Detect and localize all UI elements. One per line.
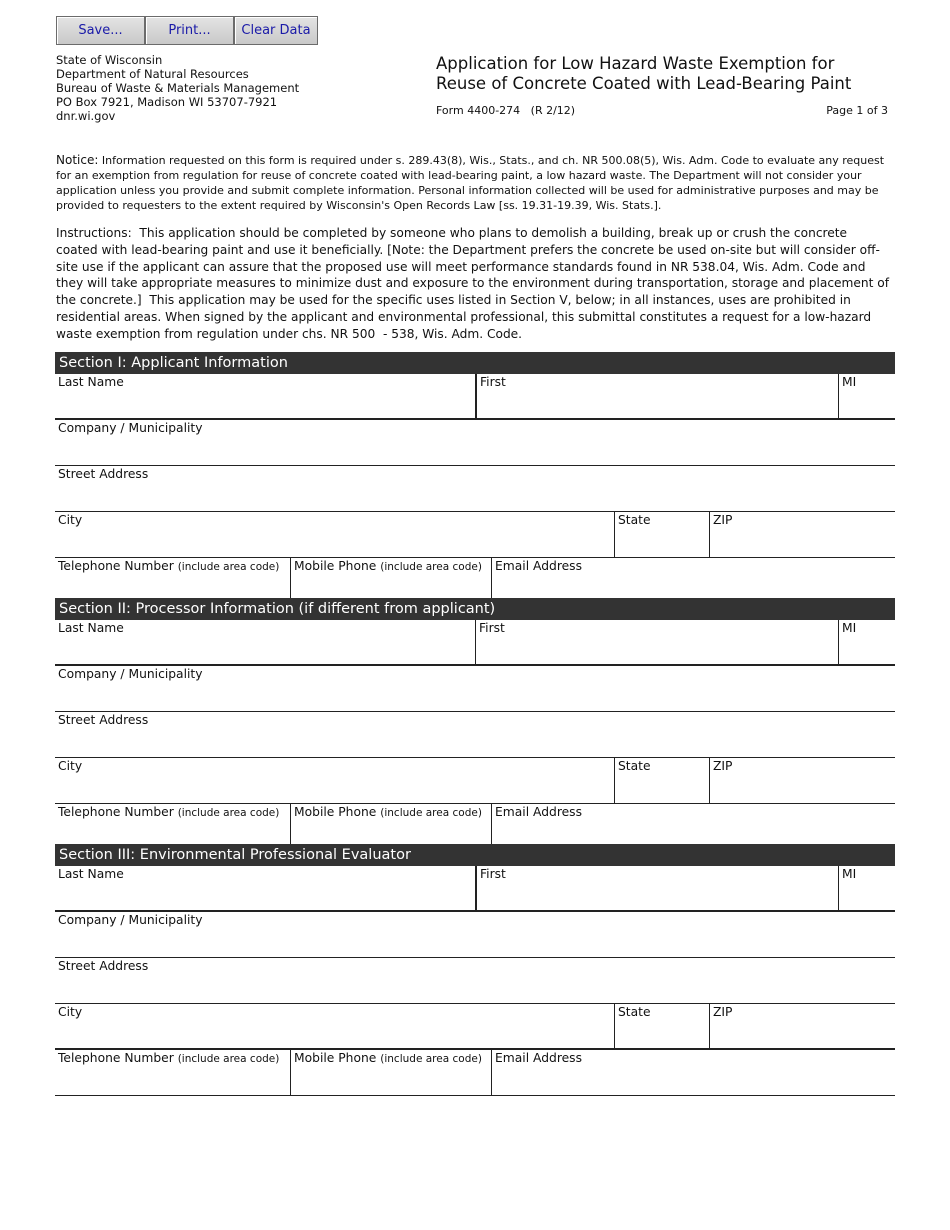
form-number: Form 4400-274 (R 2/12): [436, 104, 576, 117]
notice-paragraph: [56, 153, 892, 214]
clear-data-button[interactable]: Clear Data: [234, 16, 318, 45]
company-cell: [55, 666, 895, 711]
street-cell: [55, 712, 895, 757]
applicant-first-name-input[interactable]: [479, 392, 836, 416]
mobile-label-text: Mobile Phone: [294, 1051, 377, 1065]
mobile-label-text: Mobile Phone: [294, 805, 377, 819]
section-evaluator: [55, 844, 895, 1096]
area-code-note: (include area code): [380, 561, 482, 573]
evaluator-state-input[interactable]: [617, 1022, 707, 1046]
agency-line: Department of Natural Resources: [56, 67, 249, 81]
applicant-zip-input[interactable]: [712, 530, 893, 555]
state-label: State: [618, 513, 651, 527]
form-title-line: Application for Low Hazard Waste Exemption for: [436, 54, 835, 73]
street-cell: [55, 466, 895, 511]
area-code-note: (include area code): [380, 1053, 482, 1065]
telephone-label-text: Telephone Number: [58, 1051, 174, 1065]
processor-last-name-input[interactable]: [57, 638, 473, 662]
telephone-label-text: Telephone Number: [58, 559, 174, 573]
instructions-label: Instructions:: [56, 226, 132, 240]
applicant-last-name-input[interactable]: [57, 392, 473, 416]
city-cell: [55, 1004, 614, 1048]
applicant-company-input[interactable]: [57, 438, 893, 463]
processor-first-name-input[interactable]: [478, 638, 836, 662]
email-label: Email Address: [495, 559, 582, 573]
area-code-note: (include area code): [177, 1053, 280, 1065]
city-label: City: [58, 513, 83, 527]
section-header: Section I: Applicant Information: [55, 352, 895, 374]
form-toolbar: [56, 16, 318, 45]
last-name-cell: [55, 866, 477, 910]
company-row: [55, 420, 895, 466]
mi-label: MI: [842, 867, 857, 881]
first-name-cell: [477, 374, 838, 418]
applicant-mi-input[interactable]: [841, 392, 893, 416]
name-row: [55, 374, 895, 420]
city-row: [55, 758, 895, 804]
company-row: [55, 666, 895, 712]
email-cell: [491, 804, 895, 849]
first-name-label: First: [480, 867, 506, 881]
email-label: Email Address: [495, 1051, 582, 1065]
city-row: [55, 512, 895, 558]
last-name-cell: [55, 374, 477, 418]
first-name-cell: [476, 620, 838, 664]
first-name-label: First: [479, 621, 505, 635]
evaluator-last-name-input[interactable]: [57, 884, 473, 908]
city-label: City: [58, 759, 83, 773]
first-name-label: First: [480, 375, 506, 389]
company-label: Company / Municipality: [58, 421, 203, 435]
state-label: State: [618, 1005, 651, 1019]
evaluator-telephone-input[interactable]: [57, 1068, 288, 1093]
company-label: Company / Municipality: [58, 667, 203, 681]
agency-line: dnr.wi.gov: [56, 109, 116, 123]
applicant-city-input[interactable]: [57, 530, 612, 555]
telephone-label: [58, 1051, 279, 1065]
notice-label: Notice:: [56, 153, 99, 167]
telephone-cell: [55, 558, 290, 603]
mi-cell: [838, 374, 895, 418]
mobile-cell: [290, 1050, 492, 1095]
contact-row: [55, 1050, 895, 1096]
zip-label: ZIP: [713, 1005, 733, 1019]
evaluator-zip-input[interactable]: [712, 1022, 893, 1046]
zip-cell: [709, 758, 895, 803]
telephone-cell: [55, 804, 290, 849]
first-name-cell: [477, 866, 838, 910]
mobile-label-text: Mobile Phone: [294, 559, 377, 573]
state-label: State: [618, 759, 651, 773]
processor-city-input[interactable]: [57, 776, 612, 801]
mobile-label: [294, 1051, 482, 1065]
telephone-label-text: Telephone Number: [58, 805, 174, 819]
zip-cell: [709, 1004, 895, 1048]
evaluator-first-name-input[interactable]: [479, 884, 836, 908]
mobile-label: [294, 805, 482, 819]
form-title: [436, 54, 851, 94]
evaluator-city-input[interactable]: [57, 1022, 612, 1046]
state-cell: [614, 758, 709, 803]
last-name-label: Last Name: [58, 867, 124, 881]
zip-cell: [709, 512, 895, 557]
street-row: [55, 712, 895, 758]
street-row: [55, 466, 895, 512]
area-code-note: (include area code): [177, 561, 280, 573]
evaluator-company-input[interactable]: [57, 930, 893, 955]
mi-cell: [838, 866, 895, 910]
page-number: Page 1 of 3: [826, 104, 888, 117]
agency-line: Bureau of Waste & Materials Management: [56, 81, 300, 95]
mobile-cell: [290, 558, 492, 603]
city-row: [55, 1004, 895, 1050]
last-name-label: Last Name: [58, 375, 124, 389]
mobile-label: [294, 559, 482, 573]
city-label: City: [58, 1005, 83, 1019]
zip-label: ZIP: [713, 513, 733, 527]
agency-line: State of Wisconsin: [56, 53, 163, 67]
area-code-note: (include area code): [380, 807, 482, 819]
applicant-street-input[interactable]: [57, 484, 893, 509]
state-cell: [614, 512, 709, 557]
processor-zip-input[interactable]: [712, 776, 893, 801]
applicant-state-input[interactable]: [617, 530, 707, 555]
company-cell: [55, 912, 895, 957]
instructions-paragraph: [56, 225, 892, 343]
evaluator-email-input[interactable]: [494, 1068, 893, 1093]
area-code-note: (include area code): [177, 807, 280, 819]
telephone-label: [58, 805, 279, 819]
email-cell: [491, 1050, 895, 1095]
email-label: Email Address: [495, 805, 582, 819]
name-row: [55, 866, 895, 912]
street-cell: [55, 958, 895, 1003]
processor-company-input[interactable]: [57, 684, 893, 709]
zip-label: ZIP: [713, 759, 733, 773]
mi-label: MI: [842, 621, 857, 635]
section-header: Section II: Processor Information (if different from applicant): [55, 598, 895, 620]
last-name-label: Last Name: [58, 621, 124, 635]
company-row: [55, 912, 895, 958]
evaluator-street-input[interactable]: [57, 976, 893, 1001]
last-name-cell: [55, 620, 476, 664]
agency-line: PO Box 7921, Madison WI 53707-7921: [56, 95, 278, 109]
name-row: [55, 620, 895, 666]
agency-address: [56, 53, 299, 123]
state-cell: [614, 1004, 709, 1048]
street-label: Street Address: [58, 959, 149, 973]
save-button[interactable]: Save...: [56, 16, 145, 45]
telephone-label: [58, 559, 279, 573]
processor-street-input[interactable]: [57, 730, 893, 755]
email-cell: [491, 558, 895, 603]
section-processor: [55, 598, 895, 850]
city-cell: [55, 512, 614, 557]
company-cell: [55, 420, 895, 465]
city-cell: [55, 758, 614, 803]
mi-label: MI: [842, 375, 857, 389]
mobile-cell: [290, 804, 492, 849]
notice-text: Information requested on this form is required under s. 289.43(8), Wis., Stats., and ch. NR 500.08(5), Wis. Adm. Code to evaluate any request for an exemption from regulation for reuse of concrete coated with lead-bearing paint, a low hazard waste. The Department will not consider your application unless you provide and submit complete information. Personal information collected will be used for administrative purposes and may be provided to requesters to the extent required by Wisconsin's Open Records Law [ss. 19.31-19.39, Wis. Stats.].: [56, 154, 885, 212]
street-row: [55, 958, 895, 1004]
street-label: Street Address: [58, 467, 149, 481]
section-header: Section III: Environmental Professional Evaluator: [55, 844, 895, 866]
print-button[interactable]: Print...: [145, 16, 234, 45]
processor-state-input[interactable]: [617, 776, 707, 801]
evaluator-mi-input[interactable]: [841, 884, 893, 908]
instructions-text: This application should be completed by someone who plans to demolish a building, break up or crush the concrete coated with lead-bearing paint and use it beneficially. [Note: the Department prefers the concrete be used on-site but will consider off-site use if the applicant can assure that the proposed use will meet performance standards found in NR 538.04, Wis. Adm. Code and they will take appropriate measures to minimize dust and exposure to the environment during transportation, storage and placement of the concrete.] This application may be used for the specific uses listed in Section V, below; in all instances, uses are prohibited in residential areas. When signed by the applicant and environmental professional, this submittal constitutes a request for a low-hazard waste exemption from regulation under chs. NR 500 - 538, Wis. Adm. Code.: [56, 226, 893, 341]
mi-cell: [838, 620, 895, 664]
form-title-line: Reuse of Concrete Coated with Lead-Bearing Paint: [436, 74, 852, 93]
company-label: Company / Municipality: [58, 913, 203, 927]
street-label: Street Address: [58, 713, 149, 727]
evaluator-mobile-input[interactable]: [293, 1068, 490, 1093]
section-applicant: [55, 352, 895, 604]
telephone-cell: [55, 1050, 290, 1095]
processor-mi-input[interactable]: [841, 638, 893, 662]
